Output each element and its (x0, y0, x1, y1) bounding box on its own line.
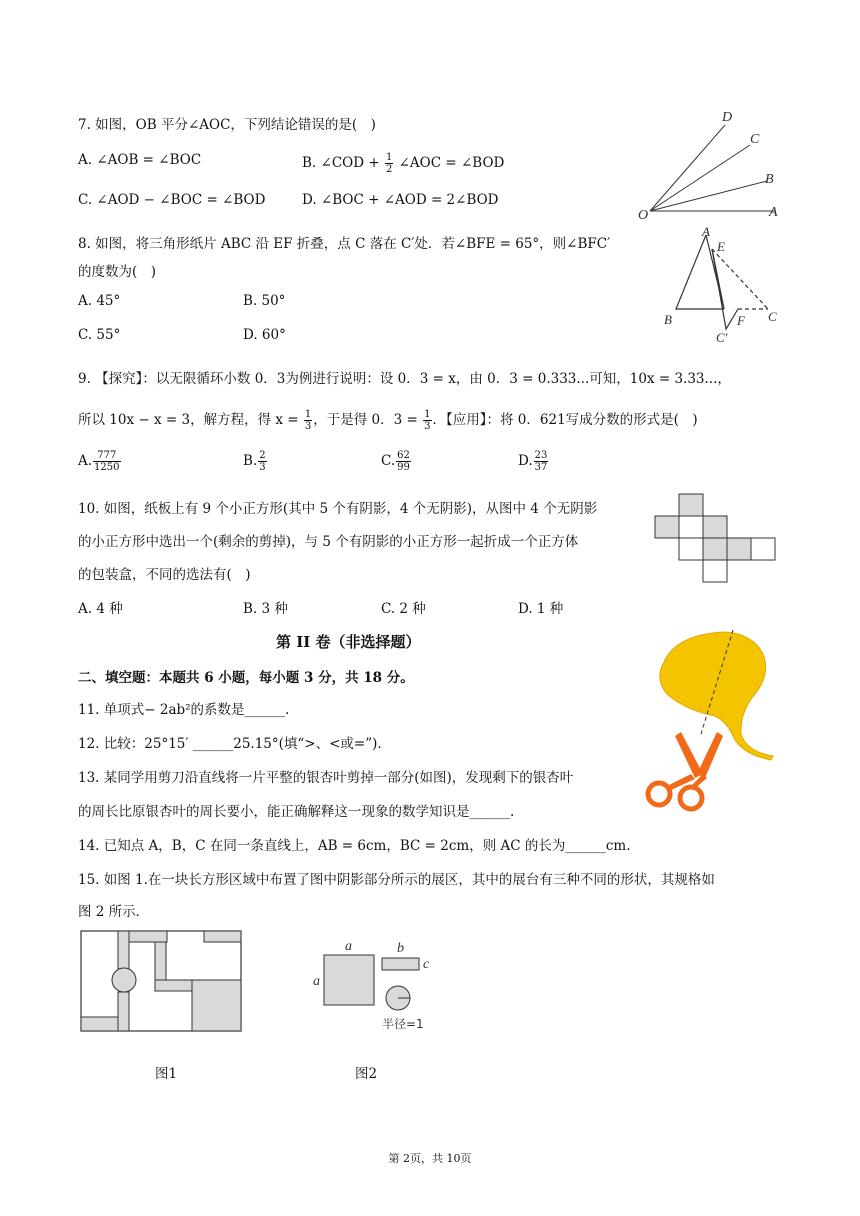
strip-booth (81, 1017, 118, 1031)
fraction-numerator: 62 (397, 450, 410, 461)
label-b: b (397, 941, 404, 956)
square-a (324, 955, 374, 1005)
q9-line1: 9. 【探究】：以无限循环小数 0．3为例进行说明：设 0．3 = x，由 0．3 = 0.333...可知，10x = 3.33...， (78, 371, 731, 387)
fraction-denominator: 2 (385, 164, 393, 175)
fraction-numerator: 1 (385, 152, 393, 163)
ginkgo-leaf-scissors-image (645, 624, 780, 809)
fraction-denominator: 3 (304, 421, 312, 432)
q9-option-a (78, 450, 122, 473)
q9-line2-c: ．【应用】：将 0．621写成分数的形式是( ) (432, 412, 698, 428)
q10-line3: 的包装盒，不同的选法有( ) (78, 567, 251, 583)
section-title: 第 II 卷（非选择题） (276, 633, 421, 651)
label-c: C (768, 309, 777, 324)
radius-label: 半径=1 (382, 1017, 424, 1031)
label-f: F (737, 313, 745, 328)
page-footer: 第 2页，共 10页 (388, 1152, 472, 1165)
strip-booth (129, 931, 167, 942)
fraction-denominator: 99 (397, 462, 410, 473)
label-d: D (722, 110, 733, 125)
q9-option-a-fraction (93, 450, 120, 473)
q9-option-d (518, 450, 549, 473)
q8-option-c: C. 55° (78, 327, 121, 343)
q8-option-a: A. 45° (78, 293, 121, 309)
q9-option-d-fraction (534, 450, 549, 473)
q7-angle-figure (630, 105, 790, 230)
rect-bc (382, 958, 419, 970)
q8-option-d: D. 60° (243, 327, 286, 343)
label-c: c (423, 957, 430, 972)
fraction-denominator: 3 (259, 462, 266, 473)
q9-fraction-2 (423, 409, 431, 432)
q12: 12. 比较：25°15′ ______25.15°(填“>、<或=”)． (78, 736, 391, 752)
q14: 14. 已知点 A，B，C 在同一条直线上，AB = 6cm，BC = 2cm，则 AC 的长为______cm. (78, 838, 631, 854)
q7-option-b-post: ∠AOC = ∠BOD (398, 155, 505, 171)
q7-option-b-pre: B. ∠COD + (302, 155, 380, 171)
scissors-icon (648, 732, 723, 809)
q13-line1: 13. 某同学用剪刀沿直线将一片平整的银杏叶剪掉一部分(如图)，发现剩下的银杏叶 (78, 770, 574, 786)
q10-line1: 10. 如图，纸板上有 9 个小正方形(其中 5 个有阴影，4 个无阴影)，从图中 4 个无阴影 (78, 501, 598, 517)
shaded-square (655, 516, 679, 538)
q7-option-c: C. ∠AOD − ∠BOC = ∠BOD (78, 192, 266, 208)
folded-triangle (712, 249, 738, 329)
blank-square (751, 538, 775, 560)
q9-option-c (381, 450, 412, 473)
shaded-square (703, 538, 727, 560)
strip-booth (155, 942, 166, 980)
q8-option-b: B. 50° (243, 293, 286, 309)
q9-option-c-fraction (396, 450, 411, 473)
fraction-denominator: 1250 (94, 462, 120, 473)
label-c: C (750, 132, 760, 147)
strip-booth (155, 980, 192, 991)
option-letter: C. (381, 453, 396, 469)
ray-oc (650, 145, 750, 211)
fraction-numerator: 777 (93, 450, 120, 462)
fraction-numerator: 23 (534, 450, 548, 461)
q10-option-b: B. 3 种 (243, 601, 288, 617)
q15-line2: 图 2 所示． (78, 904, 150, 920)
blank-square (703, 560, 727, 582)
circle-booth (112, 968, 136, 992)
label-a-top: a (345, 939, 352, 954)
q9-line2-a: 所以 10x − x = 3，解方程，得 x = (78, 412, 299, 428)
q10-squares-figure (654, 492, 780, 584)
fraction-denominator: 37 (534, 462, 548, 473)
fraction-numerator: 1 (304, 409, 312, 420)
q15-figure2 (308, 935, 448, 1035)
option-letter: D. (518, 453, 533, 469)
fraction-numerator: 2 (259, 450, 266, 461)
label-o: O (638, 208, 649, 223)
option-letter: B. (243, 453, 258, 469)
section-heading: 二、填空题：本题共 6 小题，每小题 3 分，共 18 分。 (78, 670, 414, 686)
q9-line2-b: ，于是得 0．3 = (313, 412, 418, 428)
strip-booth (204, 931, 241, 942)
q9-option-b-fraction (258, 450, 266, 473)
ray-ob (650, 181, 767, 211)
fraction-denominator: 3 (424, 421, 431, 432)
q8-stem-line1: 8. 如图，将三角形纸片 ABC 沿 EF 折叠，点 C 落在 C′处．若∠BFE = 65°，则∠BFC′ (78, 236, 611, 252)
q7-option-b-fraction (385, 152, 393, 175)
q8-stem-line2: 的度数为( ) (78, 264, 157, 280)
label-a-left: a (313, 974, 320, 989)
strip-booth (118, 992, 129, 1031)
label-b: B (765, 172, 774, 187)
strip-booth (118, 931, 129, 969)
q7-stem: 7. 如图，OB 平分∠AOC，下列结论错误的是( ) (78, 117, 376, 133)
q9-option-b (243, 450, 268, 473)
option-letter: A. (78, 453, 93, 469)
q13-line2: 的周长比原银杏叶的周长要小，能正确解释这一现象的数学知识是______. (78, 804, 515, 820)
q10-option-c: C. 2 种 (381, 601, 426, 617)
q11: 11. 单项式− 2ab²的系数是______. (78, 702, 290, 718)
q9-line2 (78, 408, 698, 432)
q8-triangle-figure (660, 225, 785, 350)
figure1-caption: 图1 (155, 1066, 178, 1082)
q7-option-d: D. ∠BOC + ∠AOD = 2∠BOD (302, 192, 499, 208)
q9-fraction-1 (304, 409, 312, 432)
shaded-square (703, 516, 727, 538)
q15-figure1 (80, 930, 245, 1035)
fraction-numerator: 1 (424, 409, 431, 420)
ray-od (650, 125, 725, 211)
figure2-caption: 图2 (355, 1066, 378, 1082)
q15-line1: 15. 如图 1.在一块长方形区域中布置了图中阴影部分所示的展区，其中的展台有三种不同的形状，其规格如 (78, 872, 715, 888)
blank-square (679, 516, 703, 538)
blank-square (679, 538, 703, 560)
q10-option-d: D. 1 种 (518, 601, 564, 617)
q10-line2: 的小正方形中选出一个(剩余的剪掉)，与 5 个有阴影的小正方形一起折成一个正方体 (78, 534, 579, 550)
label-b: B (664, 312, 672, 327)
shaded-square (679, 494, 703, 516)
shaded-square (727, 538, 751, 560)
label-a: A (702, 224, 710, 239)
q10-option-a: A. 4 种 (78, 601, 123, 617)
label-a: A (769, 205, 778, 220)
q7-option-b (302, 152, 504, 175)
q7-option-a: A. ∠AOB = ∠BOC (78, 152, 202, 168)
square-booth (192, 980, 241, 1031)
label-c-prime: C′ (716, 330, 728, 345)
label-e: E (717, 239, 725, 254)
